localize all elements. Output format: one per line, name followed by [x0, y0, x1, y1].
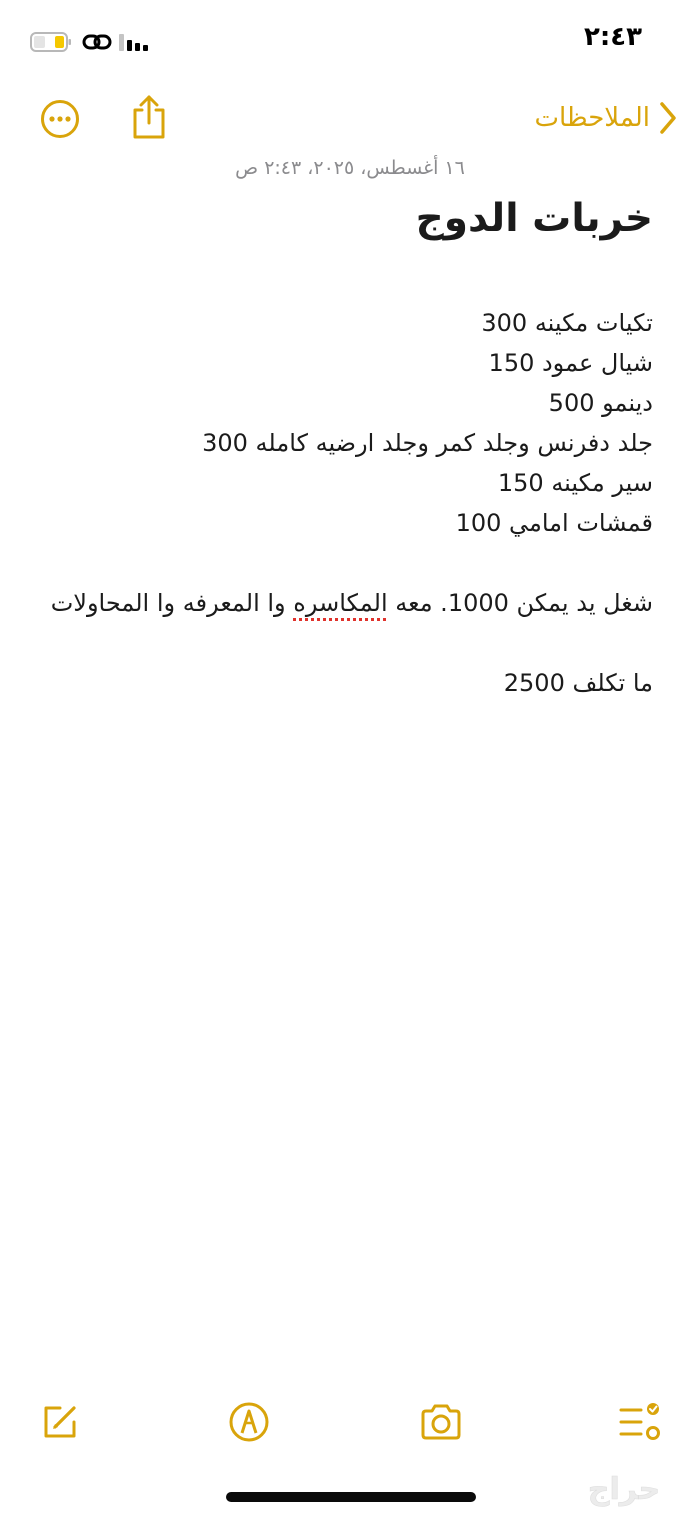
back-to-notes-button[interactable]	[535, 98, 679, 138]
total-line: ما تكلف 2500	[503, 669, 653, 697]
note-date: ١٦ أغسطس، ٢٠٢٥، ٢:٤٣ ص	[235, 157, 465, 179]
note-item: قمشات امامي 100	[455, 509, 653, 537]
compose-icon	[38, 1400, 82, 1444]
battery-icon	[30, 31, 72, 53]
haraj-watermark-logo	[574, 1465, 674, 1511]
labor-line	[40, 583, 653, 623]
labor-text-before: شغل يد يمكن 1000. معه	[387, 589, 653, 617]
svg-text:حراج: حراج	[587, 1472, 661, 1507]
checklist-icon	[617, 1400, 661, 1444]
status-time: ٢:٤٣	[583, 22, 642, 52]
labor-text-after: وا المعرفه وا المحاولات	[50, 589, 294, 617]
note-body[interactable]	[40, 303, 653, 703]
more-options-button[interactable]	[40, 99, 80, 139]
home-indicator[interactable]	[226, 1492, 476, 1502]
personal-hotspot-icon	[82, 30, 112, 54]
back-label: الملاحظات	[534, 103, 650, 133]
camera-button[interactable]	[419, 1400, 463, 1444]
misspelled-word[interactable]: المكاسره	[293, 589, 388, 617]
share-button[interactable]	[130, 94, 168, 140]
blank-line	[40, 623, 653, 663]
checklist-button[interactable]	[617, 1400, 661, 1444]
chevron-right-icon	[658, 101, 678, 135]
markup-icon	[227, 1400, 271, 1444]
camera-icon	[419, 1400, 463, 1444]
note-item: دينمو 500	[548, 389, 653, 417]
note-item: شيال عمود 150	[488, 349, 653, 377]
cellular-signal-icon	[118, 32, 152, 52]
new-note-button[interactable]	[38, 1400, 82, 1444]
note-item: جلد دفرنس وجلد كمر وجلد ارضيه كامله 300	[202, 429, 653, 457]
note-title[interactable]: خربات الدوج	[415, 196, 653, 241]
blank-line	[40, 543, 653, 583]
note-item: سير مكينه 150	[497, 469, 653, 497]
markup-button[interactable]	[227, 1400, 271, 1444]
note-item: تكيات مكينه 300	[481, 309, 653, 337]
